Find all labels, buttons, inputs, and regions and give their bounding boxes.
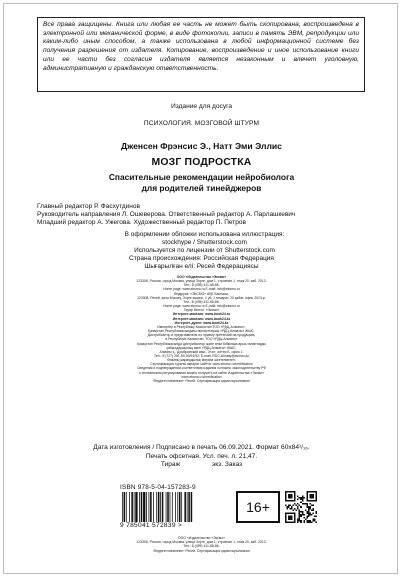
qr-module: [285, 514, 287, 516]
qr-module: [294, 497, 296, 499]
qr-module: [294, 518, 296, 520]
qr-module: [291, 508, 293, 510]
qr-module: [309, 508, 311, 510]
qr-module: [311, 494, 313, 496]
qr-module: [312, 496, 314, 498]
qr-module: [285, 515, 287, 517]
license-note: Используется по лицензии от Shutterstock.com: [134, 247, 275, 255]
qr-module: [297, 499, 299, 501]
qr-module: [315, 494, 317, 496]
qr-module: [305, 509, 307, 511]
qr-module: [306, 493, 308, 495]
barcode-bar: [167, 492, 169, 522]
qr-module: [291, 521, 293, 523]
qr-module: [312, 508, 314, 510]
qr-module: [291, 515, 293, 517]
qr-module: [308, 491, 310, 493]
editorial-staff-2: Младший редактор А. Ужегова. Художественный редактор П. Петров: [37, 219, 246, 227]
qr-module: [309, 491, 311, 493]
subtitle-line: Спасительные рекомендации нейробиолога: [108, 172, 295, 182]
qr-module: [314, 515, 316, 517]
editorial-credits: [37, 203, 372, 255]
imprint-line: Тауар белгісі: «Эксмо»: [183, 308, 220, 313]
qr-module: [297, 521, 299, 523]
qr-module: [306, 515, 308, 517]
bottom-line: Тел.: 8 (495) 411-68-86.: [183, 544, 220, 549]
qr-module: [312, 512, 314, 514]
qr-module: [294, 521, 296, 523]
qr-module: [287, 508, 289, 510]
qr-module: [315, 515, 317, 517]
qr-module: [314, 520, 316, 522]
qr-module: [300, 499, 302, 501]
isbn-digits: 9 785041 572839 >: [120, 522, 183, 529]
barcode-bar: [175, 492, 176, 522]
barcode-bar: [172, 492, 173, 522]
qr-module: [315, 511, 317, 513]
qr-module: [293, 505, 295, 507]
qr-module: [287, 500, 289, 502]
qr-module: [306, 499, 308, 501]
qr-module: [287, 521, 289, 523]
imprint-line: www.eksmo.ru/certification: [181, 374, 222, 379]
imprint-line: Қазақстан Республикасындағы импорттаушы «РДЦ-Алматы» ЖШС.: [148, 329, 255, 334]
qr-module: [285, 494, 287, 496]
qr-module: [309, 514, 311, 516]
qr-module: [288, 505, 290, 507]
imprint-line: ООО «Издательство «Эксмо»: [176, 275, 227, 279]
qr-module: [291, 517, 293, 519]
qr-module: [306, 503, 308, 505]
qr-module: [309, 512, 311, 514]
qr-module: [311, 509, 313, 511]
barcode-bar: [135, 492, 137, 522]
qr-module: [303, 521, 305, 523]
qr-module: [306, 497, 308, 499]
cover-note: В оформлении обложки использована иллюстрация:: [124, 230, 285, 238]
barcode-bar: [131, 492, 133, 522]
qr-module: [300, 521, 302, 523]
chief-editor: Главный редактор Р. Фасхутдинов: [37, 203, 140, 210]
imprint-line: Тел.: 8 (727) 251-59-90/91/92; E-mail: RDC-Almaty@eksmo.kz: [153, 353, 249, 358]
imprint-line: Алматы қ., Домбровский көш., 3«а», литер Б, офис 1.: [159, 349, 244, 354]
qr-module: [290, 517, 292, 519]
barcode-bar: [188, 492, 190, 522]
qr-module: [308, 520, 310, 522]
qr-module: [308, 511, 310, 513]
barcode-bar: [177, 492, 178, 522]
qr-module: [311, 491, 313, 493]
qr-module: [312, 491, 314, 493]
qr-module: [303, 514, 305, 516]
qr-module: [294, 491, 296, 493]
qr-module: [288, 497, 290, 499]
barcode-bar: [170, 492, 171, 522]
qr-module: [291, 506, 293, 508]
qr-module: [287, 491, 289, 493]
qr-module: [290, 500, 292, 502]
qr-module: [309, 496, 311, 498]
qr-module: [311, 514, 313, 516]
qr-module: [291, 518, 293, 520]
imprint-line: о техническом регулировании можно получить на сайте Издательства «Эксмо»: [138, 370, 265, 375]
qr-module: [297, 508, 299, 510]
qr-module: [294, 496, 296, 498]
qr-module: [315, 512, 317, 514]
country-of-origin: [4, 255, 399, 271]
qr-module: [291, 497, 293, 499]
qr-module: [312, 500, 314, 502]
qr-module: [293, 491, 295, 493]
qr-module: [294, 503, 296, 505]
barcode-bar: [184, 492, 186, 522]
qr-module: [300, 511, 302, 513]
qr-module: [291, 512, 293, 514]
qr-module: [303, 517, 305, 519]
qr-module: [311, 496, 313, 498]
imprint-line: в Республике Казахстан: ТОО «РДЦ-Алматы»: [165, 337, 238, 342]
bottom-line: ООО «Издательство «Эксмо»: [178, 536, 225, 540]
barcode-bar: [139, 492, 140, 522]
isbn-barcode: [120, 492, 220, 522]
imprint-line: Өндіруші: «ЭКСМО» АҚБ Баспасы,: [173, 291, 230, 296]
qr-module: [297, 496, 299, 498]
print-method: Печать офсетная. Усл. печ. л. 21,47.: [145, 452, 258, 460]
qr-module: [302, 503, 304, 505]
qr-module: [285, 493, 287, 495]
qr-module: [293, 521, 295, 523]
qr-module: [302, 514, 304, 516]
barcode-bar: [166, 492, 167, 522]
qr-module: [308, 512, 310, 514]
barcode-bar: [149, 492, 150, 522]
qr-module: [294, 514, 296, 516]
qr-module: [302, 496, 304, 498]
barcode-bar: [129, 492, 130, 522]
qr-module: [285, 500, 287, 502]
qr-module: [315, 496, 317, 498]
imprint-line: Тел.: 8 (495) 411-68-86.: [183, 283, 220, 288]
qr-module: [288, 500, 290, 502]
imprint-line: Home page: www.eksmo.ru E-mail: info@eksmo.ru: [163, 304, 240, 309]
qr-module: [288, 515, 290, 517]
qr-module: [308, 500, 310, 502]
qr-module: [288, 494, 290, 496]
qr-module: [305, 518, 307, 520]
qr-module: [299, 514, 301, 516]
qr-module: [311, 497, 313, 499]
qr-module: [306, 512, 308, 514]
bottom-line: 123308, Россия, город Москва, улица Зорге, дом 1, строение 1, этаж 20, каб. 2013.: [136, 540, 267, 545]
qr-module: [294, 520, 296, 522]
book-title: МОЗГ ПОДРОСТКА: [151, 157, 252, 168]
qr-module: [303, 520, 305, 522]
barcode-bar: [191, 492, 193, 522]
order-label: экз. Заказ: [211, 461, 243, 469]
qr-module: [315, 497, 317, 499]
bottom-line: Өндірген мемлекет: Ресей. Сертификация қарастырылмаған: [153, 548, 250, 553]
qr-module: [290, 496, 292, 498]
qr-module: [290, 491, 292, 493]
qr-module: [300, 502, 302, 504]
imprint-line: Сертификация туралы ақпарат сайтта: www.eksmo.ru/certification: [150, 362, 253, 367]
imprint-line: Интернет-магазин: www.book24.kz: [172, 316, 231, 321]
qr-module: [300, 515, 302, 517]
qr-module: [311, 505, 313, 507]
qr-module: [290, 494, 292, 496]
qr-module: [294, 508, 296, 510]
qr-module: [299, 517, 301, 519]
qr-module: [299, 505, 301, 507]
qr-module: [306, 491, 308, 493]
qr-module: [312, 497, 314, 499]
barcode-bar: [126, 492, 127, 522]
publisher-imprint: [74, 275, 329, 383]
qr-module: [288, 517, 290, 519]
qr-module: [306, 521, 308, 523]
qr-module: [312, 520, 314, 522]
qr-module: [291, 496, 293, 498]
qr-module: [308, 506, 310, 508]
qr-module: [287, 506, 289, 508]
qr-module: [297, 503, 299, 505]
qr-module: [308, 515, 310, 517]
qr-module: [314, 518, 316, 520]
qr-module: [285, 512, 287, 514]
editorial-staff: Руководитель направления Л. Ошеверова. Ответственный редактор А. Парлашкевич: [37, 211, 296, 219]
qr-module: [285, 491, 287, 493]
qr-module: [290, 518, 292, 520]
book-authors: Дженсен Фрэнсис Э., Натт Эми Эллис: [121, 141, 282, 151]
print-run-label: Тираж: [160, 461, 180, 469]
qr-module: [294, 500, 296, 502]
qr-module: [315, 493, 317, 495]
barcode-bar: [156, 492, 157, 522]
qr-module: [290, 521, 292, 523]
qr-module: [312, 518, 314, 520]
barcode-bar: [158, 492, 160, 522]
qr-module: [305, 503, 307, 505]
qr-module: [309, 520, 311, 522]
qr-module: [315, 500, 317, 502]
qr-module: [302, 499, 304, 501]
qr-module: [285, 517, 287, 519]
barcode-bar: [134, 492, 135, 522]
qr-module: [287, 512, 289, 514]
qr-module: [299, 515, 301, 517]
qr-module: [285, 521, 287, 523]
imprint-line: Импортёр в Республику Казахстан ТОО «РДЦ-Алматы».: [157, 324, 246, 329]
imprint-line: Сведения о подтверждении соответствия издания согласно законодательству РФ: [136, 366, 267, 371]
barcode-bar: [141, 492, 143, 522]
qr-module: [306, 506, 308, 508]
barcode-bar: [150, 492, 152, 522]
qr-module: [285, 497, 287, 499]
qr-module: [294, 499, 296, 501]
qr-module: [300, 520, 302, 522]
qr-module: [299, 518, 301, 520]
origin-ru: Страна происхождения: Российская Федерация: [129, 255, 274, 262]
qr-module: [296, 509, 298, 511]
cover-source: stockhype / Shutterstock.com: [162, 238, 247, 246]
print-info: [4, 444, 399, 470]
qr-module: [294, 512, 296, 514]
qr-module: [308, 508, 310, 510]
qr-module: [309, 521, 311, 523]
qr-module: [299, 497, 301, 499]
print-date: Дата изготовления / Подписано в печать 06.09.2021. Формат 60x84¹/₁₆.: [93, 444, 310, 451]
imprint-line: Қазақстан Республикасында дистрибьютор және өнім бойынша арыз-талаптарды: [137, 341, 266, 346]
qr-module: [309, 500, 311, 502]
barcode-bar: [181, 492, 182, 522]
series-name: ПСИХОЛОГИЯ. МОЗГОВОЙ ШТУРМ: [143, 120, 260, 127]
qr-module: [306, 496, 308, 498]
qr-module: [299, 509, 301, 511]
qr-module: [297, 518, 299, 520]
qr-module: [309, 497, 311, 499]
isbn-label: ISBN 978-5-04-157283-9: [120, 484, 196, 491]
qr-module: [306, 494, 308, 496]
qr-module: [290, 515, 292, 517]
qr-module: [288, 512, 290, 514]
qr-module: [293, 500, 295, 502]
qr-module: [294, 515, 296, 517]
qr-module: [290, 512, 292, 514]
bottom-imprint: [99, 536, 304, 553]
qr-module: [288, 491, 290, 493]
barcode-bar: [146, 492, 147, 522]
barcode-bar: [143, 492, 145, 522]
qr-module: [290, 508, 292, 510]
qr-module: [293, 512, 295, 514]
qr-module: [308, 514, 310, 516]
qr-module: [306, 505, 308, 507]
edition-type: Издание для досуга: [170, 103, 233, 110]
qr-module: [309, 494, 311, 496]
qr-module: [293, 509, 295, 511]
qr-module: [299, 520, 301, 522]
qr-module: [288, 496, 290, 498]
origin-kz: Шығарылған елі: Ресей Федерациясы: [144, 263, 259, 270]
qr-module: [315, 521, 317, 523]
qr-module: [311, 500, 313, 502]
qr-module: [306, 500, 308, 502]
qr-module: [303, 497, 305, 499]
qr-module: [309, 506, 311, 508]
qr-module: [290, 505, 292, 507]
imprint-line: Home page: www.eksmo.ru E-mail: info@eksmo.ru: [163, 287, 240, 292]
qr-module: [314, 500, 316, 502]
qr-module: [288, 521, 290, 523]
imprint-line: Дистрибьютор и представитель по приему претензий на продукцию,: [147, 333, 256, 338]
qr-module: [288, 506, 290, 508]
barcode-bar: [153, 492, 154, 522]
qr-module: [312, 505, 314, 507]
qr-module: [315, 499, 317, 501]
qr-module: [299, 511, 301, 513]
qr-module: [306, 511, 308, 513]
barcode-bar: [179, 492, 181, 522]
copyright-notice: Все права защищены. Книга или любая ее часть не может быть скопирована, воспроизведена в электронной или механической форме, в виде фотокопии, записи в память ЭВМ, репродукции или каким-либо иным способом, а также использована в любой информационной системе без получения разрешения от издателя. Копирование, воспроизведение и иное использование книги или ее части без согласия издателя является незаконным и влечет уголовную, административную и гражданскую ответственность.: [37, 17, 365, 92]
qr-module: [300, 514, 302, 516]
qr-module: [297, 520, 299, 522]
qr-module: [302, 511, 304, 513]
qr-module: [311, 521, 313, 523]
subtitle-line: для родителей тинейджеров: [141, 182, 262, 193]
age-rating-badge: 16+: [236, 491, 280, 523]
barcode-bar: [187, 492, 188, 522]
barcode-bar: [124, 492, 126, 522]
qr-module: [291, 491, 293, 493]
qr-module: [291, 494, 293, 496]
qr-module: [308, 521, 310, 523]
imprint-line: Өнімнің жарамдылық мерзімі шектелмеген.: [167, 358, 236, 363]
qr-module: [285, 505, 287, 507]
barcode-bar: [162, 492, 164, 522]
qr-code: [285, 491, 317, 523]
imprint-line: 123308, Ресей, қала Мәскеу, Зорге көшесі, 1 үй, 1 ғимарат, 20 қабат, офис 2013 ж.: [137, 295, 266, 300]
imprint-line: Өндірген мемлекет: Ресей. Сертификация қарастырылмаған: [153, 378, 250, 383]
qr-module: [315, 491, 317, 493]
qr-module: [288, 518, 290, 520]
imprint-line: Интернет-магазин: www.book24.ru: [172, 312, 231, 317]
qr-module: [312, 494, 314, 496]
qr-module: [300, 506, 302, 508]
barcode-bar: [122, 492, 123, 522]
qr-module: [297, 506, 299, 508]
imprint-line: қабылдаушының өкілі «РДЦ-Алматы» ЖШС,: [166, 345, 237, 350]
qr-module: [296, 505, 298, 507]
qr-module: [309, 503, 311, 505]
barcode-bar: [160, 492, 161, 522]
qr-module: [306, 520, 308, 522]
qr-module: [285, 518, 287, 520]
qr-module: [285, 499, 287, 501]
book-subtitle: [4, 172, 399, 193]
qr-module: [312, 509, 314, 511]
imprint-line: Интернет-дүкен: www.book24.kz: [174, 320, 229, 325]
qr-module: [308, 509, 310, 511]
qr-module: [302, 500, 304, 502]
book-imprint-page: [3, 3, 398, 574]
qr-module: [302, 497, 304, 499]
qr-module: [294, 517, 296, 519]
imprint-line: 123308, Россия, город Москва, улица Зорге, дом 1, строение 1, этаж 20, каб. 2013.: [136, 279, 267, 284]
imprint-line: Тел.: 8 (495) 411-68-86.: [183, 299, 220, 304]
qr-module: [299, 512, 301, 514]
qr-module: [303, 503, 305, 505]
qr-module: [300, 497, 302, 499]
qr-module: [294, 493, 296, 495]
qr-module: [285, 520, 287, 522]
qr-module: [302, 512, 304, 514]
qr-module: [306, 517, 308, 519]
qr-module: [294, 494, 296, 496]
qr-module: [290, 497, 292, 499]
qr-module: [291, 500, 293, 502]
qr-module: [285, 496, 287, 498]
qr-module: [314, 491, 316, 493]
